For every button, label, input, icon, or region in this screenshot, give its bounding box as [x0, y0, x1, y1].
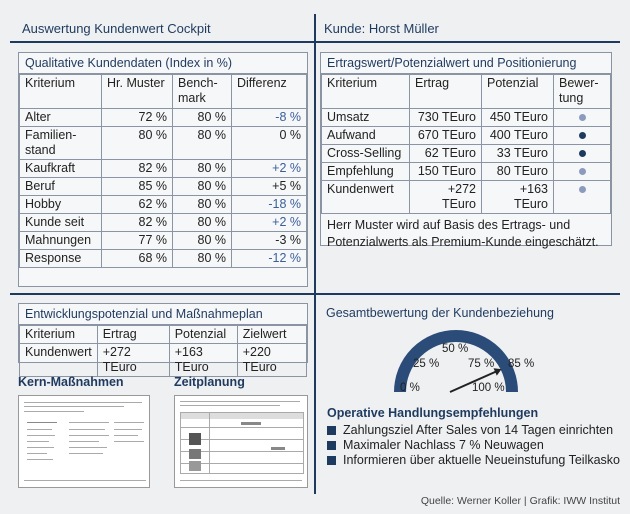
cell-potenzial: +163 TEuro — [482, 181, 554, 214]
cell-zielwert: +220 TEuro — [237, 344, 306, 377]
cockpit-title: Auswertung Kundenwert Cockpit — [22, 21, 211, 36]
cell-muster: 77 % — [102, 232, 173, 250]
table-row — [322, 163, 611, 181]
ertrag-panel — [320, 52, 612, 249]
cell-kriterium: Empfehlung — [322, 163, 410, 181]
cell-differenz: -8 % — [232, 109, 307, 127]
table-row — [322, 181, 611, 214]
cell-benchmark: 80 % — [173, 232, 232, 250]
col-benchmark: Bench- mark — [173, 75, 232, 109]
cell-potenzial: 450 TEuro — [482, 109, 554, 127]
col-differenz: Differenz — [232, 75, 307, 109]
cell-potenzial: 400 TEuro — [482, 127, 554, 145]
cell-benchmark: 80 % — [173, 127, 232, 160]
col-ertrag: Ertrag — [410, 75, 482, 109]
cell-kriterium: Kunde seit — [20, 214, 102, 232]
col-bewertung: Bewer- tung — [554, 75, 611, 109]
qualitative-panel — [18, 52, 308, 287]
cell-bewertung — [554, 145, 611, 163]
label-100: 100 % — [472, 382, 505, 394]
col-kriterium: Kriterium — [322, 75, 410, 109]
cell-bewertung — [554, 109, 611, 127]
cell-kriterium: Mahnungen — [20, 232, 102, 250]
handlung-list — [327, 423, 622, 468]
ertrag-table — [321, 74, 611, 214]
rating-dot-icon — [579, 132, 586, 139]
col-kriterium: Kriterium — [20, 75, 102, 109]
cell-ertrag: 62 TEuro — [410, 145, 482, 163]
bullet-square-icon — [327, 456, 336, 465]
cell-ertrag: 150 TEuro — [410, 163, 482, 181]
list-item-text: Informieren über aktuelle Neueinstufung Teilkasko — [343, 453, 621, 467]
cell-differenz: -12 % — [232, 250, 307, 268]
cell-muster: 82 % — [102, 214, 173, 232]
cell-ertrag: +272 TEuro — [410, 181, 482, 214]
col-kriterium: Kriterium — [20, 326, 98, 344]
entwicklung-panel — [18, 303, 308, 374]
kern-title: Kern-Maßnahmen — [18, 375, 124, 389]
cell-kriterium: Cross-Selling — [322, 145, 410, 163]
cell-differenz: -3 % — [232, 232, 307, 250]
table-row — [20, 109, 307, 127]
label-75: 75 % — [468, 358, 495, 370]
cell-kriterium: Kundenwert — [20, 344, 98, 377]
cell-muster: 62 % — [102, 196, 173, 214]
cell-bewertung — [554, 127, 611, 145]
ertrag-title: Ertragswert/Potenzialwert und Positionierung — [321, 53, 611, 74]
label-25: 25 % — [413, 358, 440, 370]
cell-benchmark: 80 % — [173, 250, 232, 268]
table-row — [20, 127, 307, 160]
rating-dot-icon — [579, 186, 586, 193]
table-row — [322, 145, 611, 163]
zeit-thumbnail[interactable] — [174, 395, 308, 488]
center-divider — [314, 14, 316, 494]
cell-kriterium: Response — [20, 250, 102, 268]
col-potenzial: Potenzial — [482, 75, 554, 109]
list-item — [327, 438, 622, 453]
table-row — [20, 232, 307, 250]
table-row — [20, 196, 307, 214]
cell-kriterium: Aufwand — [322, 127, 410, 145]
rating-dot-icon — [579, 114, 586, 121]
cell-potenzial: 80 TEuro — [482, 163, 554, 181]
kern-thumbnail[interactable] — [18, 395, 150, 488]
list-item — [327, 423, 622, 438]
cell-benchmark: 80 % — [173, 196, 232, 214]
bullet-square-icon — [327, 441, 336, 450]
cell-benchmark: 80 % — [173, 214, 232, 232]
cell-kriterium: Beruf — [20, 178, 102, 196]
qualitative-table — [19, 74, 307, 268]
gesamt-title: Gesamtbewertung der Kundenbeziehung — [326, 306, 554, 320]
cell-potenzial: +163 TEuro — [169, 344, 237, 377]
table-row — [20, 214, 307, 232]
label-50: 50 % — [442, 343, 469, 355]
table-row — [20, 160, 307, 178]
cell-ertrag: 730 TEuro — [410, 109, 482, 127]
cell-differenz: -18 % — [232, 196, 307, 214]
cell-ertrag: 670 TEuro — [410, 127, 482, 145]
qualitative-title: Qualitative Kundendaten (Index in %) — [19, 53, 307, 74]
cell-kriterium: Kaufkraft — [20, 160, 102, 178]
table-row — [322, 127, 611, 145]
source-credit: Quelle: Werner Koller | Grafik: IWW Institut — [420, 495, 620, 507]
entwicklung-title: Entwicklungspotenzial und Maßnahmeplan — [19, 304, 307, 325]
table-row — [20, 250, 307, 268]
cell-muster: 68 % — [102, 250, 173, 268]
cell-kriterium: Umsatz — [322, 109, 410, 127]
handlung-title: Operative Handlungsempfehlungen — [327, 406, 539, 420]
cell-bewertung — [554, 163, 611, 181]
cell-muster: 80 % — [102, 127, 173, 160]
ertrag-note: Herr Muster wird auf Basis des Ertrags- und Potenzialwerts als Premium-Kunde eingeschätzt. — [327, 218, 599, 249]
cell-kriterium: Hobby — [20, 196, 102, 214]
cell-ertrag: +272 TEuro — [97, 344, 169, 377]
col-muster: Hr. Muster — [102, 75, 173, 109]
cell-muster: 72 % — [102, 109, 173, 127]
cell-differenz: +2 % — [232, 214, 307, 232]
label-0: 0 % — [400, 382, 420, 394]
table-header-row — [20, 326, 307, 344]
cell-differenz: 0 % — [232, 127, 307, 160]
entwicklung-table — [19, 325, 307, 377]
bullet-square-icon — [327, 426, 336, 435]
list-item — [327, 453, 622, 468]
list-item-text: Zahlungsziel After Sales von 14 Tagen einrichten — [343, 423, 614, 437]
col-ertrag: Ertrag — [97, 326, 169, 344]
table-row — [20, 344, 307, 377]
gauge — [380, 320, 550, 400]
cell-bewertung — [554, 181, 611, 214]
col-potenzial: Potenzial — [169, 326, 237, 344]
cell-benchmark: 80 % — [173, 178, 232, 196]
zeit-title: Zeitplanung — [174, 375, 245, 389]
table-header-row — [322, 75, 611, 109]
cell-potenzial: 33 TEuro — [482, 145, 554, 163]
rating-dot-icon — [579, 168, 586, 175]
cell-muster: 82 % — [102, 160, 173, 178]
cell-kriterium: Kundenwert — [322, 181, 410, 214]
table-row — [20, 178, 307, 196]
list-item-text: Maximaler Nachlass 7 % Neuwagen — [343, 438, 544, 452]
cell-differenz: +2 % — [232, 160, 307, 178]
table-row — [322, 109, 611, 127]
col-zielwert: Zielwert — [237, 326, 306, 344]
cell-muster: 85 % — [102, 178, 173, 196]
cell-differenz: +5 % — [232, 178, 307, 196]
cell-kriterium: Alter — [20, 109, 102, 127]
table-header-row — [20, 75, 307, 109]
middle-divider — [10, 293, 620, 295]
label-85: 85 % — [508, 358, 535, 370]
cell-benchmark: 80 % — [173, 160, 232, 178]
cell-benchmark: 80 % — [173, 109, 232, 127]
customer-title: Kunde: Horst Müller — [324, 21, 439, 36]
cell-kriterium: Familien- stand — [20, 127, 102, 160]
rating-dot-icon — [579, 150, 586, 157]
